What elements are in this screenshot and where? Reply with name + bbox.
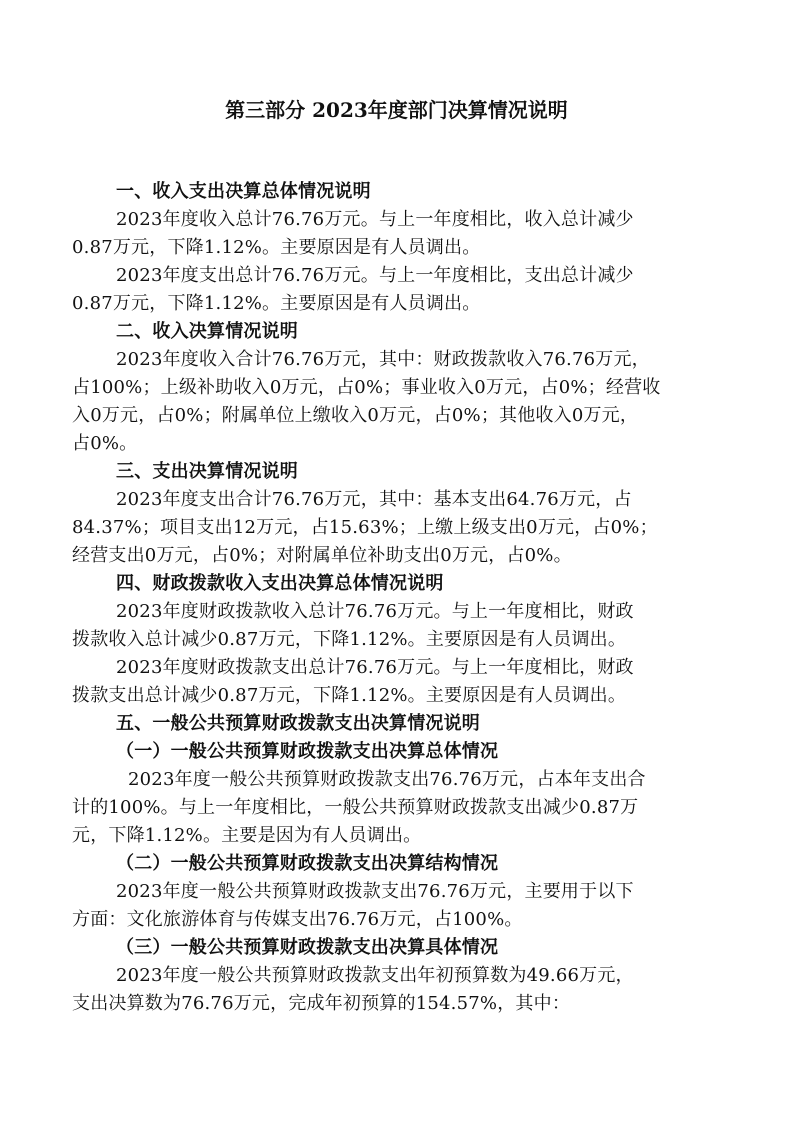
paragraph-line: 2023年度一般公共预算财政拨款支出76.76万元，占本年支出合 [128,769,646,790]
subsection-heading-1: （一）一般公共预算财政拨款支出决算总体情况 [116,741,499,762]
paragraph-line: 计的100%。与上一年度相比，一般公共预算财政拨款支出减少0.87万 [72,797,639,818]
section-heading-4: 四、财政拨款收入支出决算总体情况说明 [116,573,444,594]
paragraph-line: 经营支出0万元，占0%；对附属单位补助支出0万元，占0%。 [72,545,572,566]
paragraph-line: 0.87万元，下降1.12%。主要原因是有人员调出。 [72,293,481,314]
paragraph-line: 占100%；上级补助收入0万元，占0%；事业收入0万元，占0%；经营收 [72,377,661,398]
paragraph-line: 拨款支出总计减少0.87万元，下降1.12%。主要原因是有人员调出。 [72,685,627,706]
paragraph-line: 2023年度支出总计76.76万元。与上一年度相比，支出总计减少 [116,265,634,286]
subsection-heading-3: （三）一般公共预算财政拨款支出决算具体情况 [116,937,499,958]
paragraph-line: 2023年度支出合计76.76万元，其中：基本支出64.76万元，占 [116,489,632,510]
section-heading-1: 一、收入支出决算总体情况说明 [116,181,371,202]
section-heading-5: 五、一般公共预算财政拨款支出决算情况说明 [116,713,480,734]
paragraph-line: 占0%。 [72,433,138,454]
paragraph-line: 0.87万元，下降1.12%。主要原因是有人员调出。 [72,237,481,258]
paragraph-line: 方面：文化旅游体育与传媒支出76.76万元，占100%。 [72,909,523,930]
paragraph-line: 2023年度一般公共预算财政拨款支出76.76万元，主要用于以下 [116,881,634,902]
section-heading-3: 三、支出决算情况说明 [116,461,298,482]
page-title: 第三部分 2023年度部门决算情况说明 [225,98,568,122]
paragraph-line: 拨款收入总计减少0.87万元，下降1.12%。主要原因是有人员调出。 [72,629,627,650]
paragraph-line: 2023年度财政拨款支出总计76.76万元。与上一年度相比，财政 [116,657,634,678]
paragraph-line: 入0万元，占0%；附属单位上缴收入0万元，占0%；其他收入0万元， [72,405,639,426]
paragraph-line: 元，下降1.12%。主要是因为有人员调出。 [72,825,422,846]
paragraph-line: 2023年度收入合计76.76万元，其中：财政拨款收入76.76万元， [116,349,650,370]
paragraph-line: 84.37%；项目支出12万元，占15.63%；上缴上级支出0万元，占0%； [72,517,658,538]
paragraph-line: 支出决算数为76.76万元，完成年初预算的154.57%，其中： [72,993,571,1014]
section-heading-2: 二、收入决算情况说明 [116,321,298,342]
paragraph-line: 2023年度财政拨款收入总计76.76万元。与上一年度相比，财政 [116,601,634,622]
paragraph-line: 2023年度收入总计76.76万元。与上一年度相比，收入总计减少 [116,209,634,230]
subsection-heading-2: （二）一般公共预算财政拨款支出决算结构情况 [116,853,499,874]
paragraph-line: 2023年度一般公共预算财政拨款支出年初预算数为49.66万元， [116,965,634,986]
